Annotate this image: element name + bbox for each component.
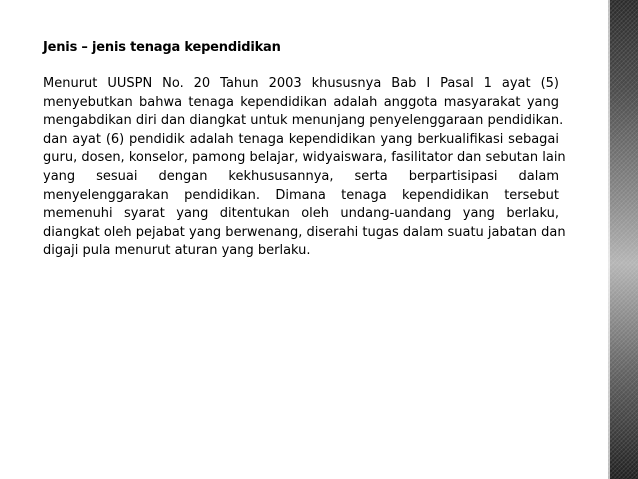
paragraph-line: mengabdikan diri dan diangkat untuk menunjang penyelenggaraan pendidikan. bbox=[43, 113, 564, 129]
paragraph-line: digaji pula menurut aturan yang berlaku. bbox=[43, 243, 311, 259]
decorative-side-strip bbox=[608, 0, 638, 479]
slide-title: Jenis – jenis tenaga kependidikan bbox=[43, 40, 281, 55]
paragraph-line: yang sesuai dengan kekhususannya, serta berpartisipasi dalam bbox=[43, 168, 559, 184]
paragraph-line: memenuhi syarat yang ditentukan oleh undang-uandang yang berlaku, bbox=[43, 206, 559, 222]
paragraph-line: menyebutkan bahwa tenaga kependidikan adalah anggota masyarakat yang bbox=[43, 94, 559, 110]
paragraph-line: diangkat oleh pejabat yang berwenang, diserahi tugas dalam suatu jabatan dan bbox=[43, 224, 566, 240]
paragraph-line: dan ayat (6) pendidik adalah tenaga kependidikan yang berkualifikasi sebagai bbox=[43, 131, 559, 147]
body-paragraph bbox=[43, 75, 566, 261]
paragraph-line: Menurut UUSPN No. 20 Tahun 2003 khususnya Bab I Pasal 1 ayat (5) bbox=[43, 76, 559, 91]
paragraph-line: guru, dosen, konselor, pamong belajar, widyaiswara, fasilitator dan sebutan lain bbox=[43, 150, 566, 166]
paragraph-line: menyelenggarakan pendidikan. Dimana tenaga kependidikan tersebut bbox=[43, 187, 559, 203]
